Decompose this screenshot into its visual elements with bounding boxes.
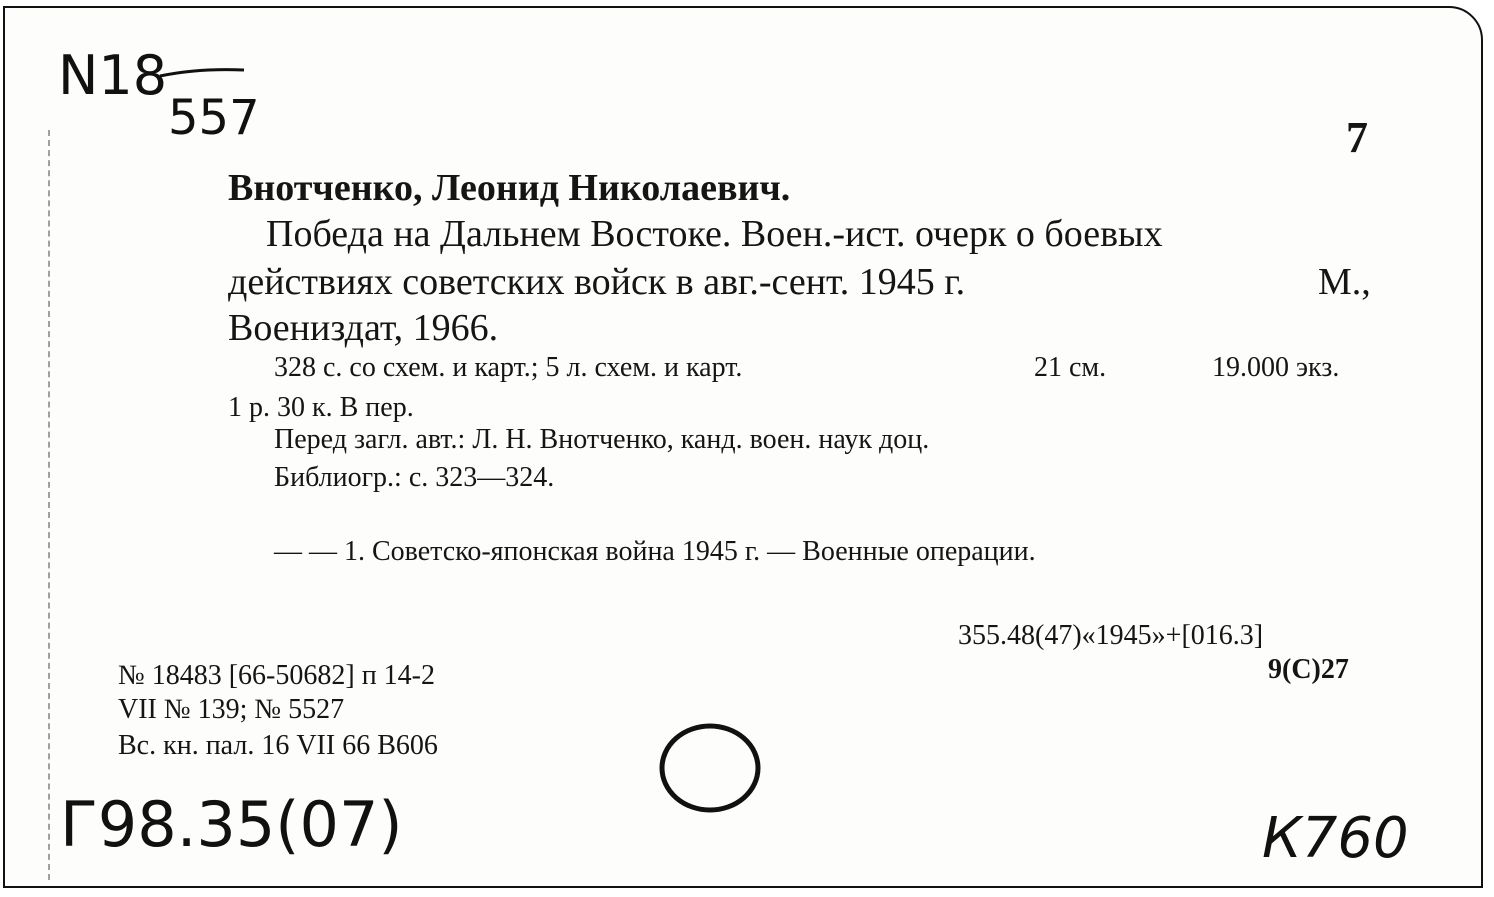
card-number: 7	[1346, 113, 1368, 162]
udc-index: 355.48(47)«1945»+[016.3]	[958, 620, 1264, 651]
registry-line-1: № 18483 [66-50682] п 14-2	[118, 660, 435, 691]
physical-description: 328 с. со схем. и карт.; 5 л. схем. и карт.	[274, 352, 743, 383]
author-heading: Внотченко, Леонид Николаевич.	[228, 167, 791, 209]
price-binding: 1 р. 30 к. В пер.	[228, 392, 414, 423]
registry-line-3: Вс. кн. пал. 16 VII 66 В606	[118, 730, 438, 761]
title-line-1: Победа на Дальнем Востоке. Воен.-ист. очерк о боевых	[266, 213, 1163, 255]
physical-size: 21 см.	[1034, 352, 1107, 383]
handwritten-author-mark: К760	[1262, 806, 1409, 871]
bbk-index: 9(С)27	[1268, 654, 1349, 685]
handwritten-shelf-mark-top: N18	[58, 44, 168, 107]
stamp-circle	[652, 718, 772, 818]
subject-heading: — — 1. Советско-японская война 1945 г. — Военные операции.	[274, 536, 1036, 567]
publication-place: М.,	[1318, 261, 1371, 303]
title-line-3: Воениздат, 1966.	[228, 307, 499, 349]
title-line-2: действиях советских войск в авг.-сент. 1945 г.	[228, 261, 966, 303]
note-bibliography: Библиогр.: с. 323—324.	[274, 462, 555, 493]
note-author: Перед загл. авт.: Л. Н. Внотченко, канд. воен. наук доц.	[274, 424, 930, 455]
registry-line-2: VII № 139; № 5527	[118, 694, 345, 725]
print-run: 19.000 экз.	[1212, 352, 1340, 383]
handwritten-class-mark: Г98.35(07)	[60, 788, 403, 861]
handwritten-fraction-line	[158, 62, 248, 82]
left-margin-line	[48, 130, 50, 880]
handwritten-shelf-mark-bottom: 557	[168, 90, 260, 146]
